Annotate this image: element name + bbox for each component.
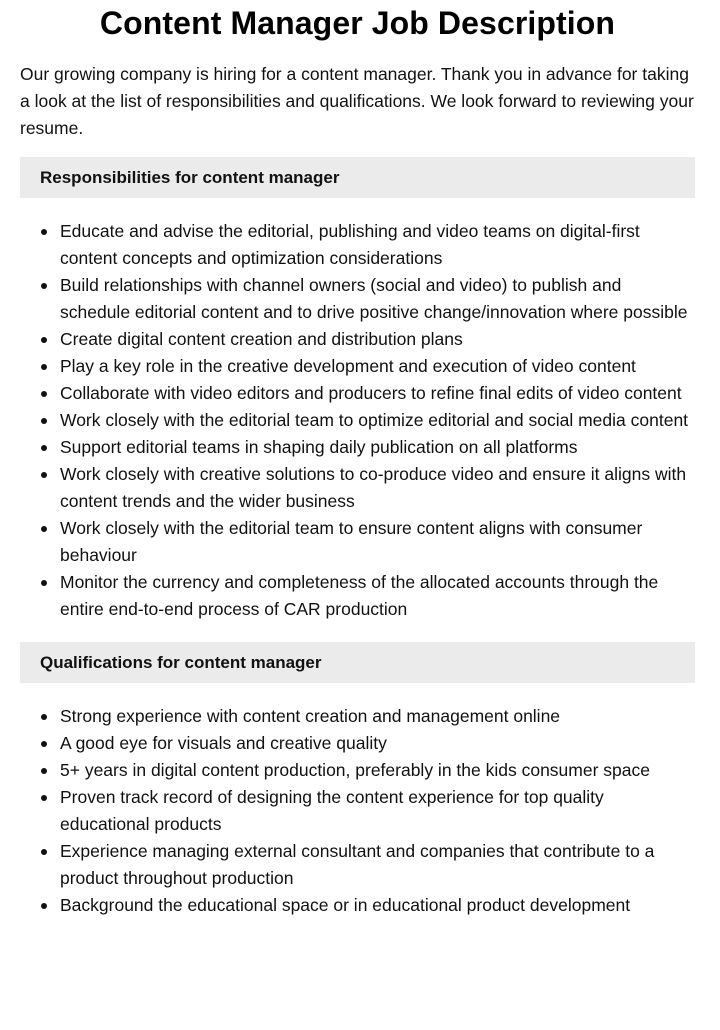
list-item-text: 5+ years in digital content production, preferably in the kids consumer space: [60, 760, 650, 780]
list-item: [20, 757, 695, 784]
bullet-icon: [41, 795, 47, 801]
bullet-icon: [41, 364, 47, 370]
list-item-text: Build relationships with channel owners (social and video) to publish and schedule editorial content and to drive positive change/innovation where possible: [60, 275, 688, 322]
bullet-icon: [41, 445, 47, 451]
qualifications-heading: Qualifications for content manager: [20, 642, 695, 683]
list-item: [20, 461, 695, 515]
bullet-icon: [41, 472, 47, 478]
bullet-icon: [41, 768, 47, 774]
list-item: [20, 730, 695, 757]
bullet-icon: [41, 337, 47, 343]
bullet-icon: [41, 849, 47, 855]
intro-paragraph: Our growing company is hiring for a content manager. Thank you in advance for taking a look at the list of responsibilities and qualifications. We look forward to reviewing your resume.: [20, 64, 694, 138]
list-item: [20, 407, 695, 434]
bullet-icon: [41, 903, 47, 909]
list-item: [20, 838, 695, 892]
bullet-icon: [41, 741, 47, 747]
qualifications-list: [20, 703, 695, 919]
list-item-text: A good eye for visuals and creative quality: [60, 733, 387, 753]
list-item-text: Work closely with the editorial team to ensure content aligns with consumer behaviour: [60, 518, 643, 565]
list-item: [20, 434, 695, 461]
list-item: [20, 569, 695, 623]
bullet-icon: [41, 714, 47, 720]
list-item-text: Work closely with creative solutions to co-produce video and ensure it aligns with content trends and the wider business: [60, 464, 687, 511]
bullet-icon: [41, 418, 47, 424]
list-item-text: Play a key role in the creative development and execution of video content: [60, 356, 636, 376]
list-item: [20, 380, 695, 407]
list-item: [20, 515, 695, 569]
list-item: [20, 326, 695, 353]
list-item: [20, 353, 695, 380]
bullet-icon: [41, 391, 47, 397]
page-title: Content Manager Job Description: [99, 5, 616, 41]
list-item-text: Work closely with the editorial team to optimize editorial and social media content: [60, 410, 689, 430]
bullet-icon: [41, 229, 47, 235]
list-item-text: Create digital content creation and distribution plans: [60, 329, 463, 349]
list-item-text: Educate and advise the editorial, publishing and video teams on digital-first content concepts and optimization considerations: [60, 221, 640, 268]
list-item: [20, 218, 695, 272]
list-item: [20, 703, 695, 730]
list-item-text: Background the educational space or in educational product development: [60, 895, 631, 915]
bullet-icon: [41, 283, 47, 289]
bullet-icon: [41, 580, 47, 586]
list-item-text: Collaborate with video editors and producers to refine final edits of video content: [60, 383, 682, 403]
responsibilities-list: [20, 218, 695, 623]
list-item: [20, 892, 695, 919]
list-item: [20, 784, 695, 838]
bullet-icon: [41, 526, 47, 532]
list-item: [20, 272, 695, 326]
list-item-text: Strong experience with content creation and management online: [60, 706, 561, 726]
list-item-text: Monitor the currency and completeness of the allocated accounts through the entire end-to-end process of CAR production: [60, 572, 659, 619]
list-item-text: Proven track record of designing the content experience for top quality educational products: [60, 787, 604, 834]
responsibilities-heading: Responsibilities for content manager: [20, 157, 695, 198]
list-item-text: Experience managing external consultant and companies that contribute to a product throughout production: [60, 841, 655, 888]
list-item-text: Support editorial teams in shaping daily publication on all platforms: [60, 437, 578, 457]
